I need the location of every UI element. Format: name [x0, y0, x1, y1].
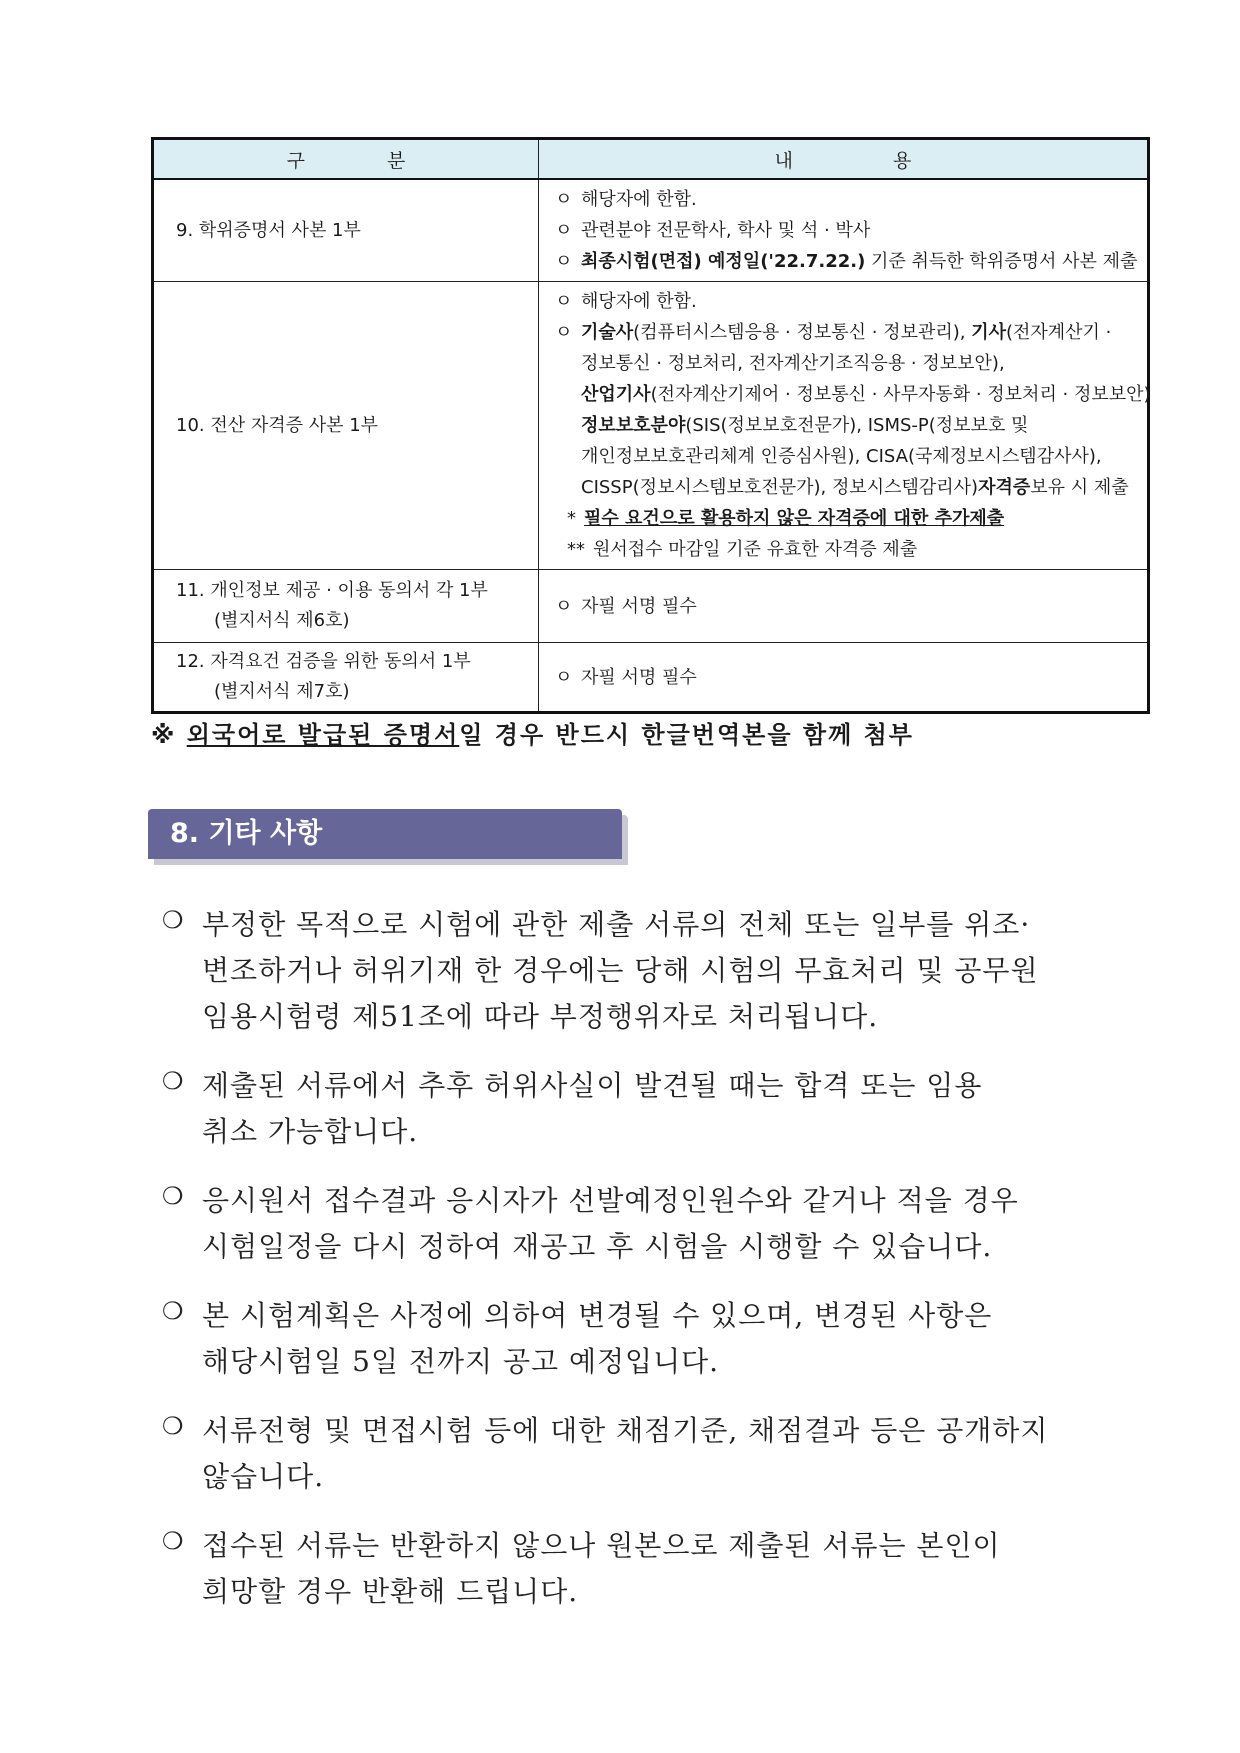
- remark-rest: 일 경우 반드시 한글번역본을 함께 첨부: [459, 721, 914, 749]
- circle-bullet-icon: ❍: [162, 1527, 184, 1555]
- item-line: 임용시험령 제51조에 따라 부정행위자로 처리됩니다.: [202, 1000, 879, 1033]
- line-text: 보유 시 제출: [1030, 477, 1129, 498]
- line-text: 정보통신 · 정보처리, 전자계산기조직응용 · 정보보안),: [581, 353, 1005, 374]
- requirements-table: [151, 137, 1150, 714]
- list-item: [162, 1293, 1092, 1385]
- row-label-text: 11. 개인정보 제공 · 이용 동의서 각 1부: [176, 580, 488, 601]
- content-line: [555, 184, 1147, 215]
- line-text: 자필 서명 필수: [581, 666, 697, 688]
- line-text: (SIS(정보보호전문가), ISMS-P(정보보호 및: [685, 415, 1029, 436]
- content-note: [555, 534, 1147, 565]
- circle-bullet-icon: ❍: [162, 1182, 184, 1210]
- list-item: [162, 902, 1092, 1040]
- item-line: 부정한 목적으로 시험에 관한 제출 서류의 전체 또는 일부를 위조·: [202, 908, 1031, 941]
- list-item: [162, 1523, 1092, 1615]
- row-label-text: 12. 자격요건 검증을 위한 동의서 1부: [176, 651, 471, 672]
- item-line: 본 시험계획은 사정에 의하여 변경될 수 있으며, 변경된 사항은: [202, 1299, 993, 1332]
- remark-mark: ※: [151, 721, 177, 749]
- item-text: [202, 1178, 1092, 1270]
- note-text: 원서접수 마감일 기준 유효한 자격증 제출: [593, 539, 918, 560]
- circle-bullet-icon: ❍: [162, 1412, 184, 1440]
- bullet: ㅇ: [555, 251, 573, 272]
- section-title: 8. 기타 사항: [170, 818, 323, 849]
- item-text: [202, 1408, 1092, 1500]
- row-label-sub: (별지서식 제7호): [214, 681, 350, 702]
- table-row: [153, 570, 1149, 643]
- item-line: 않습니다.: [202, 1460, 325, 1493]
- note-mark: **: [567, 539, 585, 560]
- translation-remark: [151, 715, 914, 750]
- row-label-text: 9. 학위증명서 사본 1부: [176, 219, 361, 241]
- content-line: [555, 379, 1151, 410]
- line-text: (전자계산기제어 · 정보통신 · 사무자동화 · 정보처리 · 정보보안): [650, 384, 1151, 405]
- note-mark: *: [567, 508, 576, 529]
- item-text: [202, 1063, 1092, 1155]
- line-bold-text: 최종시험(면접) 예정일('22.7.22.): [581, 251, 866, 272]
- content-line: [555, 591, 1147, 622]
- header-content-part2: 용: [893, 149, 912, 172]
- line-bold-text: 산업기사: [581, 384, 651, 405]
- list-item: [162, 1063, 1092, 1155]
- header-category-part2: 분: [387, 149, 406, 172]
- content-line: [555, 286, 1147, 317]
- section-heading: [148, 809, 622, 859]
- item-line: 취소 가능합니다.: [202, 1115, 419, 1148]
- line-bold-text: 기술사: [581, 322, 634, 343]
- header-category: [153, 139, 539, 180]
- item-line: 제출된 서류에서 추후 허위사실이 발견될 때는 합격 또는 임용: [202, 1069, 983, 1102]
- item-text: [202, 902, 1092, 1040]
- row-content: [539, 179, 1149, 282]
- header-content-part1: 내: [774, 149, 793, 172]
- row-label-text: 10. 전산 자격증 사본 1부: [176, 414, 379, 436]
- list-item: [162, 1408, 1092, 1500]
- content-line: [555, 215, 1147, 246]
- bullet: ㅇ: [555, 189, 573, 210]
- line-text: 관련분야 전문학사, 학사 및 석 · 박사: [581, 220, 871, 241]
- line-bold-text: 정보보호분야: [581, 415, 686, 436]
- item-text: [202, 1523, 1092, 1615]
- line-text: 개인정보보호관리체계 인증심사원), CISA(국제정보시스템감사사),: [581, 446, 1102, 467]
- content-line: [555, 348, 1147, 379]
- header-content: [539, 139, 1149, 180]
- circle-bullet-icon: ❍: [162, 1067, 184, 1095]
- line-text: (컴퓨터시스템응용 · 정보통신 · 정보관리),: [633, 322, 972, 343]
- table-row: [153, 282, 1149, 570]
- header-category-part1: 구: [286, 149, 305, 172]
- content-line: [555, 317, 1147, 348]
- note-text: 필수 요건으로 활용하지 않은 자격증에 대한 추가제출: [584, 508, 1005, 529]
- line-text: CISSP(정보시스템보호전문가), 정보시스템감리사): [581, 477, 979, 498]
- line-bold-text: 자격증: [978, 477, 1031, 498]
- row-content: [539, 570, 1149, 643]
- row-label-sub: (별지서식 제6호): [214, 610, 350, 631]
- row-content: [539, 643, 1149, 713]
- content-line: [555, 246, 1147, 277]
- content-line: [555, 662, 1147, 693]
- bullet: ㅇ: [555, 595, 573, 617]
- item-text: [202, 1293, 1092, 1385]
- bullet: ㅇ: [555, 291, 573, 312]
- circle-bullet-icon: ❍: [162, 906, 184, 934]
- item-line: 서류전형 및 면접시험 등에 대한 채점기준, 채점결과 등은 공개하지: [202, 1414, 1049, 1447]
- line-text: (전자계산기 ·: [1005, 322, 1112, 343]
- item-line: 시험일정을 다시 정하여 재공고 후 시험을 시행할 수 있습니다.: [202, 1230, 993, 1263]
- requirements-table-container: [151, 137, 1151, 714]
- item-line: 해당시험일 5일 전까지 공고 예정입니다.: [202, 1345, 720, 1378]
- row-label: [153, 643, 539, 713]
- table-header-row: [153, 139, 1149, 180]
- remark-underlined: 외국어로 발급된 증명서: [186, 721, 460, 749]
- bullet: ㅇ: [555, 220, 573, 241]
- row-content: [539, 282, 1149, 570]
- notice-list: [162, 902, 1092, 1638]
- row-label: [153, 570, 539, 643]
- line-text: 해당자에 한함.: [581, 291, 697, 312]
- bullet: ㅇ: [555, 322, 573, 343]
- item-line: 접수된 서류는 반환하지 않으나 원본으로 제출된 서류는 본인이: [202, 1529, 1001, 1562]
- content-line: [555, 472, 1147, 503]
- content-note: [555, 503, 1147, 534]
- circle-bullet-icon: ❍: [162, 1297, 184, 1325]
- item-line: 희망할 경우 반환해 드립니다.: [202, 1575, 579, 1608]
- item-line: 응시원서 접수결과 응시자가 선발예정인원수와 같거나 적을 경우: [202, 1184, 1019, 1217]
- row-label: [153, 282, 539, 570]
- list-item: [162, 1178, 1092, 1270]
- line-bold-text: 기사: [971, 322, 1006, 343]
- item-line: 변조하거나 허위기재 한 경우에는 당해 시험의 무효처리 및 공무원: [202, 954, 1039, 987]
- table-row: [153, 643, 1149, 713]
- line-text: 해당자에 한함.: [581, 189, 697, 210]
- line-text: 기준 취득한 학위증명서 사본 제출: [865, 251, 1138, 272]
- content-line: [555, 441, 1147, 472]
- line-text: 자필 서명 필수: [581, 595, 697, 617]
- bullet: ㅇ: [555, 666, 573, 688]
- table-row: [153, 179, 1149, 282]
- row-label: [153, 179, 539, 282]
- content-line: [555, 410, 1147, 441]
